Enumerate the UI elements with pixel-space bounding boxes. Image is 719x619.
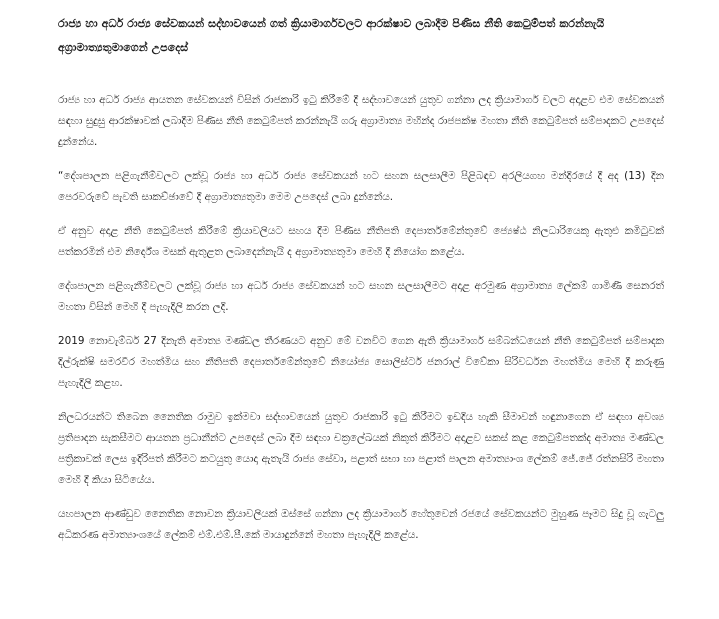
article-title: රාජ්‍ය හා අර්ධ රාජ්‍ය සේවකයන් සද්භාවයෙන් ගත් ක්‍රියාමාර්ගවලට ආරක්ෂාව ලබාදීම පිණිස නීති කෙටුම්පත් කරන්නැයි අග්‍රාමාත්‍යතුමාගෙන් උපදෙස් <box>58 17 605 54</box>
paragraph-1: රාජ්‍ය හා අර්ධ රාජ්‍ය ආයතන සේවකයන් විසින් රාජකාරි ඉටු කිරීමේ දී සද්භාවයෙන් යුතුව ගන්නා ලද ක්‍රියාමාර්ග වලට අදාළව එම සේවකයන් සඳහා සුදුසු ආරක්ෂාවක් ලබාදීම පිණිස නීති කෙටුම්පත් කරන්නැයි ගරු අග්‍රාමාත්‍ය මහින්ද රාජපක්ෂ මහතා නීති කෙටුම්පත් සම්පාදකට උපදෙස් දුන්නේය. <box>58 94 664 148</box>
paragraph-6: නිලධරයන්ට තිබෙන නෛතික රාමුව ඉක්මවා සද්භාවයෙන් යුතුව රාජකාරි ඉටු කිරීමට ඉඩදිය හැකි සීමාවන් හඳුනාගෙන ඒ සඳහා අවශ්‍ය ප්‍රතිපාදන සැකසීමට ආයතන ප්‍රධානීන්ට උපදෙස් ලබා දීම සඳහා චක්‍රලේඛයක් නිකුත් කිරීමට අදාළව සකස් කළ කෙටුම්පතක්ද අමාත්‍ය මණ්ඩල පත්‍රිකාවක් ලෙස ඉදිරිපත් කිරීමට කටයුතු යොදා ඇතැයි රාජ්‍ය සේවා, පළාත් සභා හා පළාත් පාලන අමාත්‍යාංශ ලේකම් ජේ.ජේ රත්නසිරි මහතා මෙහි දී කියා සිටියේය. <box>58 411 664 486</box>
paragraph-4: දේශපාලන පළිගැනීම්වලට ලක්වූ රාජ්‍ය හා අර්ධ රාජ්‍ය සේවකයන් හට සහන සලසාලීමට අදාළ අරමුණ අග්‍රාමාත්‍ය ලේකම් ගාමිණී සෙනරත් මහතා විසින් මෙහි දී පැහැදිලි කරන ලදි. <box>58 280 664 313</box>
paragraph-7: යහපාලන ආණ්ඩුව නෛතික නොවන ක්‍රියාවලියක් ඔස්සේ ගන්නා ලද ක්‍රියාමාර්ග හේතුවෙන් රජයේ සේවකයන්ට මුහුණ පෑමට සිදු වූ ගැටලු අධිකරණ අමාත්‍යාංශයේ ලේකම් එම්.එම්.පී.කේ මායාදුන්නේ මහතා පැහැදිලි කළේය. <box>58 508 664 541</box>
paragraph-5: 2019 නොවැම්බර් 27 දිනැති අමාත්‍ය මණ්ඩල තීරණයට අනුව මේ වනවිට ගෙන ඇති ක්‍රියාමාර්ග සම්බන්ධයෙන් නීති කෙටුම්පත් සම්පාදක දිල්රුක්ෂි සමරවීර මහත්මිය සහ නීතිපති දෙපාර්තමේන්තුවේ නියෝජ්‍ය සොලිස්ටර් ජනරාල් විවේකා සිරිවර්ධන මහත්මිය මෙහි දී කරුණු පැහැදිලි කළහ. <box>58 335 664 389</box>
paragraph-3: ඒ අනුව අදාළ නීති කෙටුම්පත් කිරීමේ ක්‍රියාවලියට සහය දීම පිණිස නීතිපති දෙපාර්තමේන්තුවේ ජ්‍යෙෂ්ඨ නිලධාරියෙකු ඇතුළු කමිටුවක් පත්කරමින් එම නිර්දේශ මසක් ඇතුළත ලබාදෙන්නැයි ද අග්‍රාමාත්‍යතුමා මෙහි දී නියෝග කළේය. <box>58 225 664 258</box>
paragraph-2: “දේශපාලන පළිගැනීම්වලට ලක්වූ රාජ්‍ය හා අර්ධ රාජ්‍ය සේවකයන් හට සහන සලසාලීම පිළිබඳව අරලියගහ මන්දිරයේ දී අද (13) දින පෙරවරුවේ පැවති සාකච්ඡාවේ දී අග්‍රාමාත්‍යතුමා මෙම උපදෙස් ලබා දුන්නේය. <box>58 170 664 203</box>
article <box>58 12 664 559</box>
